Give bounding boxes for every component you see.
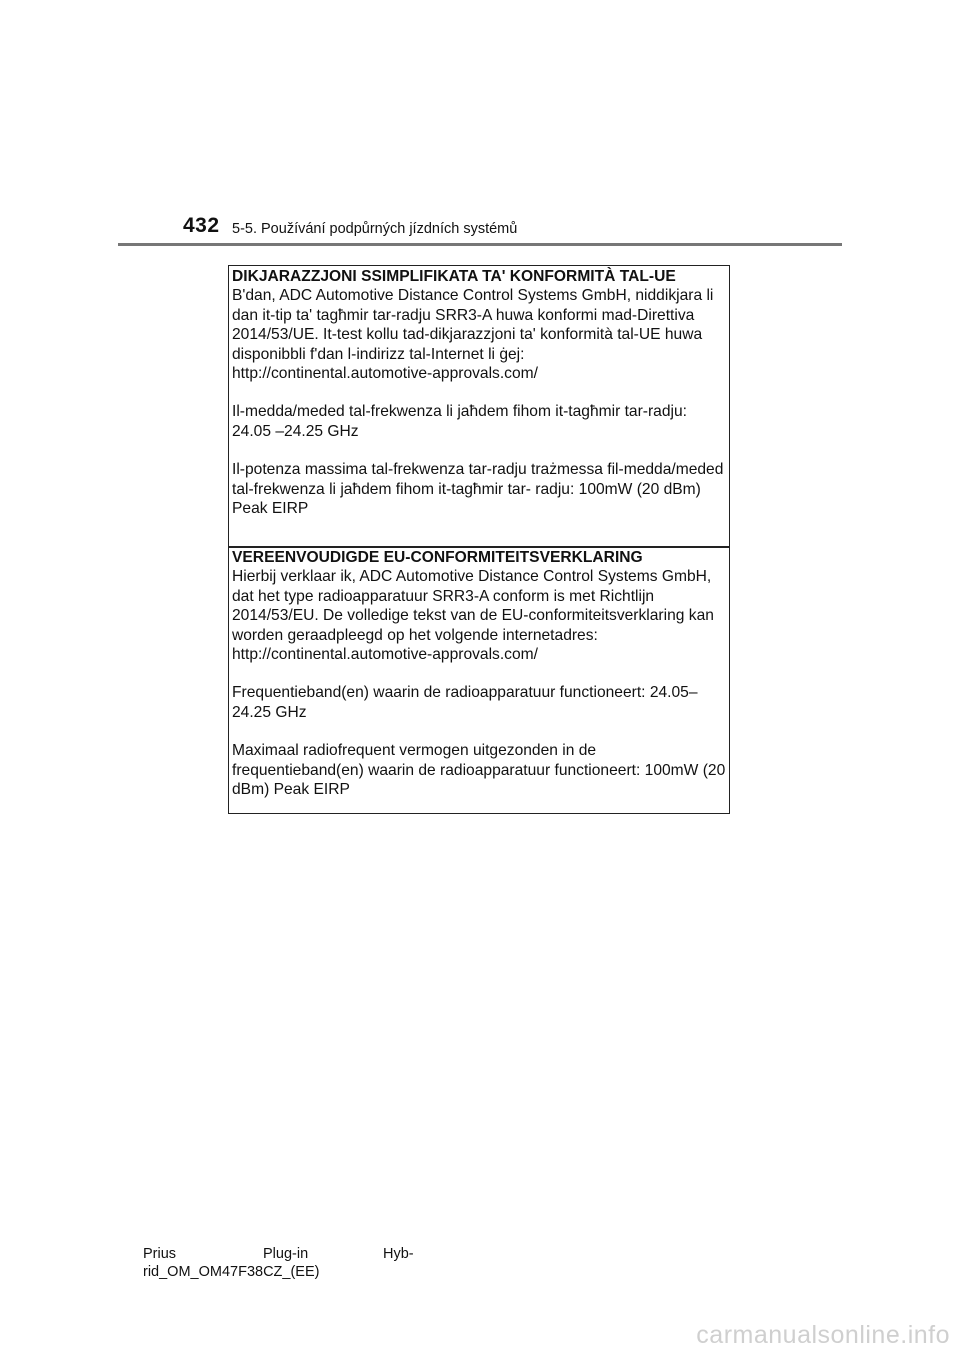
declaration-title: VEREENVOUDIGDE EU-CONFORMITEITSVERKLARING (232, 549, 643, 566)
watermark: carmanualsonline.info (696, 1321, 950, 1349)
footer-model: Prius (143, 1246, 177, 1262)
footer-line-2: rid_OM_OM47F38CZ_(EE) (143, 1264, 320, 1280)
page-number: 432 (183, 214, 220, 237)
footer (143, 1245, 414, 1281)
declaration-intro: Hierbij verklaar ik, ADC Automotive Distance Control Systems GmbH, dat het type radioapparatuur SRR3-A conform is met Richtlijn 2014/53/EU. De volledige tekst van de EU-conformiteitsverklaring kan worden geraadpleegd op het volgende internetadres: (232, 568, 714, 644)
declaration-url[interactable]: http://continental.automotive-approvals.com/ (232, 365, 538, 383)
footer-type: Hyb- (383, 1246, 414, 1262)
declaration-power: Il-potenza massima tal-frekwenza tar-radju trażmessa fil-medda/meded tal-frekwenza li jaħdem fihom it-tagħmir tar- radju: 100mW (20 dBm) Peak EIRP (232, 461, 724, 518)
section-title: 5-5. Používání podpůrných jízdních systémů (232, 221, 518, 237)
declaration-url[interactable]: http://continental.automotive-approvals.com/ (232, 646, 538, 664)
header-rule (118, 243, 842, 246)
declaration-intro-block (232, 286, 726, 383)
declaration-frequency: Frequentieband(en) waarin de radioapparatuur functioneert: 24.05–24.25 GHz (232, 684, 698, 721)
declaration-frequency: Il-medda/meded tal-frekwenza li jaħdem fihom it-tagħmir tar-radju: 24.05 –24.25 GHz (232, 403, 687, 440)
declaration-power: Maximaal radiofrequent vermogen uitgezonden in de frequentieband(en) waarin de radioapparatuur functioneert: 100mW (20 dBm) Peak EIRP (232, 742, 726, 799)
footer-variant: Plug-in (263, 1246, 309, 1262)
declaration-intro: B'dan, ADC Automotive Distance Control Systems GmbH, niddikjara li dan it-tip ta' tagħmir tar-radju SRR3-A huwa konformi mad-Direttiva 2014/53/UE. It-test kollu tad-dikjarazzjoni ta' konformità tal-UE huwa disponibbli f'dan l-indirizz tal-Internet li ġej: (232, 287, 714, 363)
footer-line-1 (143, 1245, 414, 1263)
declaration-intro-block (232, 567, 726, 664)
declaration-box-maltese (228, 265, 730, 548)
declaration-box-dutch (228, 546, 730, 814)
declaration-title: DIKJARAZZJONI SSIMPLIFIKATA TA' KONFORMITÀ TAL-UE (232, 268, 676, 285)
